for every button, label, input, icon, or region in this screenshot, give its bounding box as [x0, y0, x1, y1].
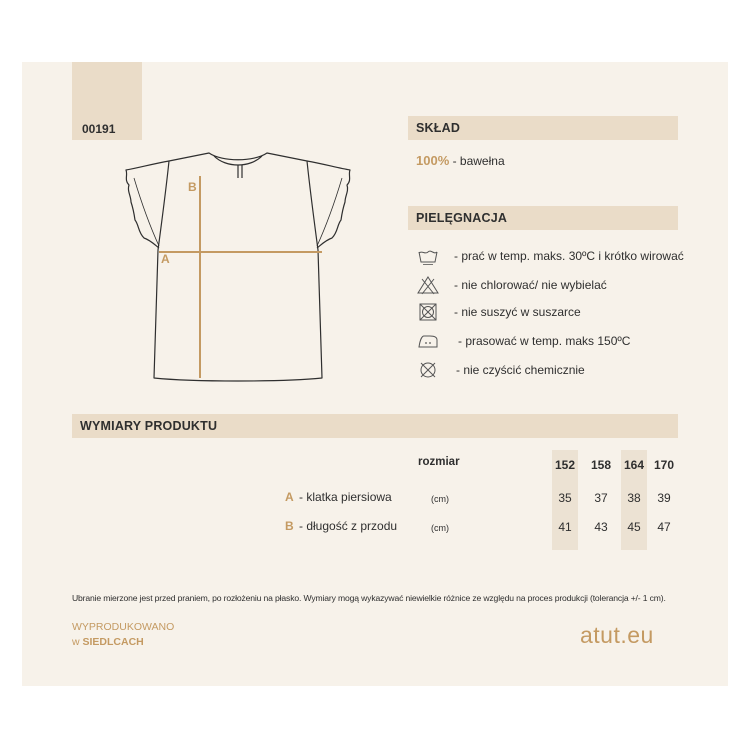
table-cell: 45	[627, 520, 641, 534]
shirt-body-outline	[154, 153, 322, 381]
care-item	[416, 274, 607, 296]
composition-header	[408, 116, 678, 140]
made-in-prefix: w	[72, 636, 83, 648]
table-cell: 38	[627, 491, 641, 505]
shirt-diagram	[122, 150, 354, 390]
no-dry-clean-icon	[416, 360, 440, 380]
left-sleeve-frill	[126, 161, 169, 248]
measurement-note: Ubranie mierzone jest przed praniem, po rozłożeniu na płasko. Wymiary mogą wykazywać niewielkie różnice ze względu na proces produkcji (tolerancja +/- 1 cm).	[72, 593, 666, 603]
row-label-b	[285, 519, 397, 533]
care-title: PIELĘGNACJA	[416, 211, 508, 225]
care-text: - nie suszyć w suszarce	[454, 305, 581, 319]
no-tumble-dry-icon	[416, 302, 440, 322]
measure-label-b: B	[188, 180, 197, 194]
composition-material: - bawełna	[449, 154, 505, 168]
table-cell: 41	[558, 520, 572, 534]
size-column-header: 152	[554, 458, 576, 472]
care-text: - prasować w temp. maks 150ºC	[458, 334, 631, 348]
shirt-neckband	[214, 156, 262, 165]
row-unit: (cm)	[431, 523, 449, 533]
made-in-line2	[72, 636, 144, 648]
composition-line	[416, 153, 505, 168]
row-label-text: - długość z przodu	[295, 519, 398, 533]
size-column-header: 158	[590, 458, 612, 472]
measure-label-a: A	[161, 252, 170, 266]
composition-title: SKŁAD	[416, 121, 461, 135]
care-text: - nie chlorować/ nie wybielać	[454, 278, 607, 292]
table-cell: 35	[558, 491, 572, 505]
no-bleach-icon	[416, 275, 440, 295]
table-cell: 47	[657, 520, 671, 534]
wash-30-icon	[416, 246, 440, 266]
iron-150-icon	[416, 331, 440, 351]
row-letter: B	[285, 519, 294, 533]
row-label-text: - klatka piersiowa	[295, 490, 392, 504]
made-in-city: SIEDLCACH	[82, 636, 144, 648]
row-label-a	[285, 490, 392, 504]
care-header	[408, 206, 678, 230]
care-item	[416, 245, 684, 267]
care-item	[416, 330, 630, 352]
row-unit: (cm)	[431, 494, 449, 504]
table-cell: 39	[657, 491, 671, 505]
care-item	[416, 301, 581, 323]
brand-logo: atut.eu	[580, 622, 654, 648]
product-code-tab	[72, 62, 142, 140]
care-text: - prać w temp. maks. 30ºC i krótko wirować	[454, 249, 684, 263]
size-column-header: 170	[653, 458, 675, 472]
product-code: 00191	[82, 122, 116, 136]
composition-percent: 100%	[416, 153, 450, 168]
dimensions-title: WYMIARY PRODUKTU	[80, 419, 218, 433]
table-cell: 37	[594, 491, 608, 505]
size-header: rozmiar	[418, 456, 460, 468]
care-text: - nie czyścić chemicznie	[456, 363, 585, 377]
size-column-header: 164	[623, 458, 645, 472]
right-sleeve-frill	[307, 161, 350, 248]
dimensions-header	[72, 414, 678, 438]
made-in-line1: WYPRODUKOWANO	[72, 621, 175, 633]
row-letter: A	[285, 490, 294, 504]
care-item	[416, 359, 585, 381]
table-cell: 43	[594, 520, 608, 534]
